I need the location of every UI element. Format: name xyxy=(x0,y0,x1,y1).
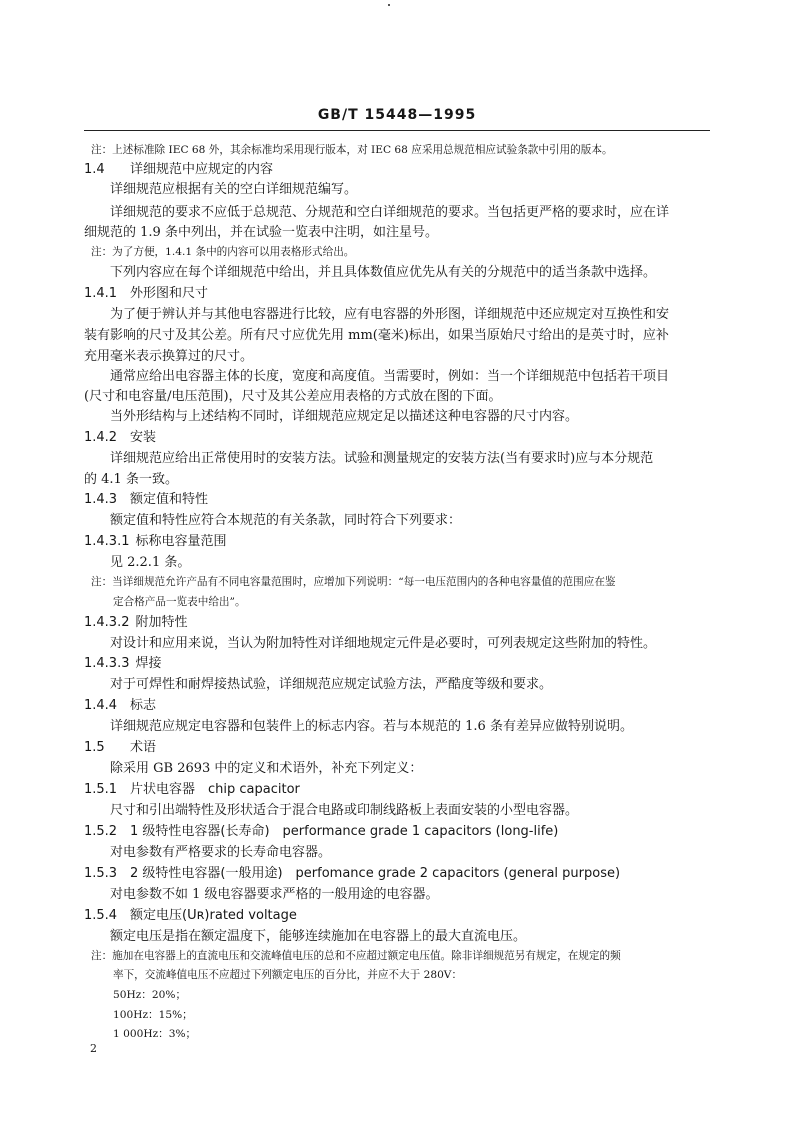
section-title: 焊接 xyxy=(135,656,162,671)
section-title: 1 级特性电容器(长寿命) performance grade 1 capacitors (long-life) xyxy=(130,824,559,839)
paragraph-line: 当外形结构与上述结构不同时，详细规范应规定足以描述这种电容器的尺寸内容。 xyxy=(110,409,579,424)
paragraph-line: 尺寸和引出端特性及形状适合于混合电路或印制线路板上表面安装的小型电容器。 xyxy=(110,803,579,818)
section-number: 1.5 xyxy=(84,740,105,755)
section-title: 2 级特性电容器(一般用途) perfomance grade 2 capacitors (general purpose) xyxy=(130,866,621,881)
section-title: 片状电容器 chip capacitor xyxy=(130,782,300,797)
note-line: 率下，交流峰值电压不应超过下列额定电压的百分比，并应不大于 280V： xyxy=(113,969,463,981)
paragraph-line: 细规范的 1.9 条中列出，并在试验一览表中注明，如注星号。 xyxy=(84,225,438,240)
paragraph-line: 详细规范应根据有关的空白详细规范编写。 xyxy=(110,182,358,197)
paragraph-line: 对电参数不如 1 级电容器要求严格的一般用途的电容器。 xyxy=(110,887,439,902)
section-heading xyxy=(84,825,558,838)
note-line: 注：上述标准除 IEC 68 外，其余标准均采用现行版本，对 IEC 68 应采用总规范相应试验条款中引用的版本。 xyxy=(91,144,613,156)
paragraph-line: 通常应给出电容器主体的长度，宽度和高度值。当需要时，例如：当一个详细规范中包括若干项目 xyxy=(110,369,670,384)
paragraph-line: (尺寸和电容量/电压范围)，尺寸及其公差应用表格的方式放在图的下面。 xyxy=(84,389,502,404)
note-line: 定合格产品一览表中给出”。 xyxy=(113,596,246,608)
section-number: 1.5.3 xyxy=(84,866,118,881)
paragraph-line: 详细规范应规定电容器和包装件上的标志内容。若与本规范的 1.6 条有差异应做特别说明。 xyxy=(110,719,633,734)
note-line: 注：为了方便，1.4.1 条中的内容可以用表格形式给出。 xyxy=(91,246,355,258)
section-title: 外形图和尺寸 xyxy=(130,286,209,301)
section-heading xyxy=(84,909,297,922)
section-heading xyxy=(84,535,227,548)
note-line: 注：施加在电容器上的直流电压和交流峰值电压的总和不应超过额定电压值。除非详细规范另有规定，在规定的频 xyxy=(91,950,621,962)
note-line: 100Hz：15%； xyxy=(113,1009,193,1021)
section-heading xyxy=(84,287,208,300)
paragraph-line: 为了便于辨认并与其他电容器进行比较，应有电容器的外形图，详细规范中还应规定对互换性和安 xyxy=(110,307,670,322)
section-heading xyxy=(84,431,156,444)
section-number: 1.4 xyxy=(84,162,105,177)
section-title: 详细规范中应规定的内容 xyxy=(130,162,274,177)
paragraph-line: 对于可焊性和耐焊接热试验，详细规范应规定试验方法，严酷度等级和要求。 xyxy=(110,677,553,692)
section-heading xyxy=(84,867,620,880)
section-number: 1.5.2 xyxy=(84,824,118,839)
section-title: 附加特性 xyxy=(135,615,188,630)
paragraph-line: 对设计和应用来说，当认为附加特性对详细地规定元件是必要时，可列表规定这些附加的特性。 xyxy=(110,636,657,651)
section-number: 1.5.4 xyxy=(84,908,118,923)
paragraph-line: 对电参数有严格要求的长寿命电容器。 xyxy=(110,845,332,860)
paragraph-line: 装有影响的尺寸及其公差。所有尺寸应优先用 mm(毫米)标出，如果当原始尺寸给出的是英寸时，应补 xyxy=(84,328,669,343)
note-line: 50Hz：20%； xyxy=(113,989,187,1001)
section-number: 1.4.3.1 xyxy=(84,534,130,549)
paragraph-line: 详细规范应给出正常使用时的安装方法。试验和测量规定的安装方法(当有要求时)应与本分规范 xyxy=(110,451,654,466)
section-title: 额定值和特性 xyxy=(130,492,209,507)
section-number: 1.4.2 xyxy=(84,430,118,445)
paragraph-line: 详细规范的要求不应低于总规范、分规范和空白详细规范的要求。当包括更严格的要求时，应在详 xyxy=(110,205,670,220)
section-title: 标称电容量范围 xyxy=(135,534,227,549)
section-title: 额定电压(Uʀ)rated voltage xyxy=(130,908,297,923)
section-number: 1.4.3 xyxy=(84,492,118,507)
section-number: 1.5.1 xyxy=(84,782,118,797)
section-heading xyxy=(84,741,156,754)
paragraph-line: 除采用 GB 2693 中的定义和术语外，补充下列定义： xyxy=(110,761,423,776)
section-number: 1.4.4 xyxy=(84,698,118,713)
section-title: 标志 xyxy=(130,698,157,713)
section-title: 安装 xyxy=(130,430,157,445)
page-number: 2 xyxy=(90,1042,97,1055)
section-heading xyxy=(84,657,162,670)
section-number: 1.4.1 xyxy=(84,286,118,301)
section-number: 1.4.3.2 xyxy=(84,615,130,630)
scan-speck xyxy=(388,4,390,6)
note-line: 1 000Hz：3%； xyxy=(113,1028,197,1040)
paragraph-line: 的 4.1 条一致。 xyxy=(84,472,178,487)
section-heading xyxy=(84,783,300,796)
section-heading xyxy=(84,493,208,506)
section-heading xyxy=(84,699,156,712)
paragraph-line: 额定值和特性应符合本规范的有关条款，同时符合下列要求： xyxy=(110,513,462,528)
section-heading xyxy=(84,163,273,176)
note-line: 注：当详细规范允许产品有不同电容量范围时，应增加下列说明：“每一电压范围内的各种电容量值的范围应在鉴 xyxy=(91,576,616,588)
section-number: 1.4.3.3 xyxy=(84,656,130,671)
section-heading xyxy=(84,616,188,629)
section-title: 术语 xyxy=(130,740,157,755)
header-rule xyxy=(84,130,710,131)
page-header: GB/T 15448—1995 xyxy=(317,107,477,123)
paragraph-line: 见 2.2.1 条。 xyxy=(110,555,191,570)
paragraph-line: 充用毫米表示换算过的尺寸。 xyxy=(84,349,254,364)
paragraph-line: 下列内容应在每个详细规范中给出，并且具体数值应优先从有关的分规范中的适当条款中选择。 xyxy=(110,265,657,280)
paragraph-line: 额定电压是指在额定温度下，能够连续施加在电容器上的最大直流电压。 xyxy=(110,929,527,944)
